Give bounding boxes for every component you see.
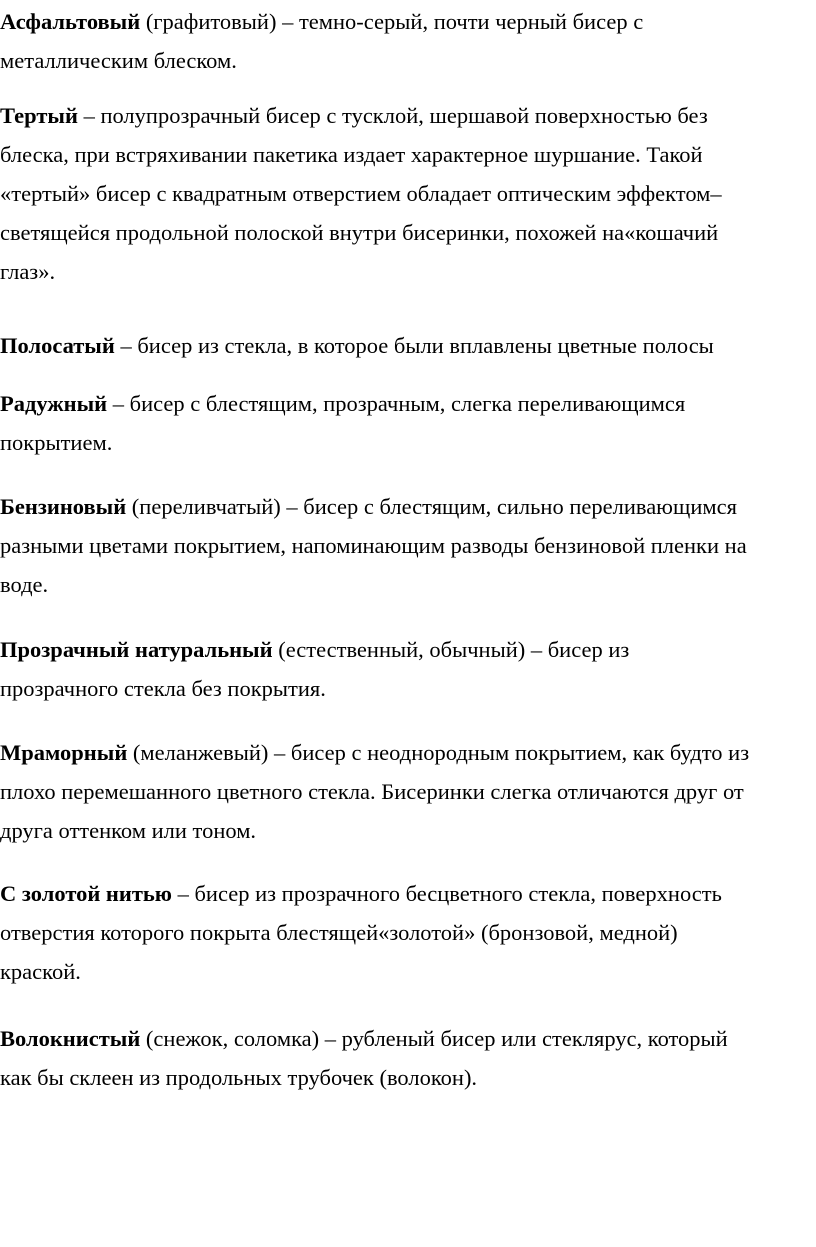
entry-marble — [0, 733, 816, 850]
entry-line — [0, 2, 816, 41]
entry-text: (снежок, соломка) – рубленый бисер или стеклярус, который — [140, 1026, 728, 1051]
entry-term: Мраморный — [0, 740, 128, 765]
entry-text: как бы склеен из продольных трубочек (волокон). — [0, 1065, 478, 1090]
entry-text: друга оттенком или тоном. — [0, 818, 257, 843]
entry-text: (естественный, обычный) – бисер из — [272, 637, 630, 662]
entry-term: Асфальтовый — [0, 9, 141, 34]
entry-rubbed — [0, 96, 816, 291]
entry-text: воде. — [0, 572, 49, 597]
entry-line — [0, 326, 816, 365]
entry-text: краской. — [0, 959, 81, 984]
entry-line — [0, 1019, 816, 1058]
entry-text: разными цветами покрытием, напоминающим разводы бензиновой пленки на — [0, 533, 747, 558]
entry-text: – бисер с блестящим, прозрачным, слегка переливающимся — [107, 391, 686, 416]
entry-term: Прозрачный натуральный — [0, 637, 273, 662]
entry-text: плохо перемешанного цветного стекла. Бисеринки слегка отличаются друг от — [0, 779, 744, 804]
entry-text: (меланжевый) – бисер с неоднородным покрытием, как будто из — [127, 740, 750, 765]
entry-transparent-natural — [0, 630, 816, 708]
entry-text: (переливчатый) – бисер с блестящим, сильно переливающимся — [126, 494, 737, 519]
entry-term: Волокнистый — [0, 1026, 141, 1051]
entry-text: блеска, при встряхивании пакетика издает характерное шуршание. Такой — [0, 142, 703, 167]
entry-text: глаз». — [0, 259, 56, 284]
entry-text: «тертый» бисер с квадратным отверстием обладает оптическим эффектом– — [0, 181, 722, 206]
entry-text: – полупрозрачный бисер с тусклой, шершавой поверхностью без — [77, 103, 708, 128]
entry-term: Радужный — [0, 391, 108, 416]
entry-line — [0, 96, 816, 135]
entry-line — [0, 874, 816, 913]
entry-line — [0, 733, 816, 772]
entry-term: Тертый — [0, 103, 78, 128]
entry-text: металлическим блеском. — [0, 48, 237, 73]
entry-gold-thread — [0, 874, 816, 991]
entry-term: С золотой нитью — [0, 881, 172, 906]
entry-term: Бензиновый — [0, 494, 127, 519]
entry-rainbow — [0, 384, 816, 462]
entry-petrol — [0, 487, 816, 604]
entry-fibrous — [0, 1019, 816, 1097]
entry-line — [0, 487, 816, 526]
entry-term: Полосатый — [0, 333, 115, 358]
entry-asphalt — [0, 2, 816, 80]
entry-line — [0, 384, 816, 423]
entry-text: отверстия которого покрыта блестящей«золотой» (бронзовой, медной) — [0, 920, 678, 945]
entry-text: покрытием. — [0, 430, 113, 455]
entry-text: – бисер из прозрачного бесцветного стекла, поверхность — [171, 881, 722, 906]
entry-line — [0, 630, 816, 669]
entry-text: прозрачного стекла без покрытия. — [0, 676, 326, 701]
entry-text: (графитовый) – темно-серый, почти черный бисер с — [140, 9, 644, 34]
entry-striped — [0, 326, 816, 365]
entry-text: светящейся продольной полоской внутри бисеринки, похожей на«кошачий — [0, 220, 719, 245]
entry-text: – бисер из стекла, в которое были вплавлены цветные полосы — [114, 333, 714, 358]
